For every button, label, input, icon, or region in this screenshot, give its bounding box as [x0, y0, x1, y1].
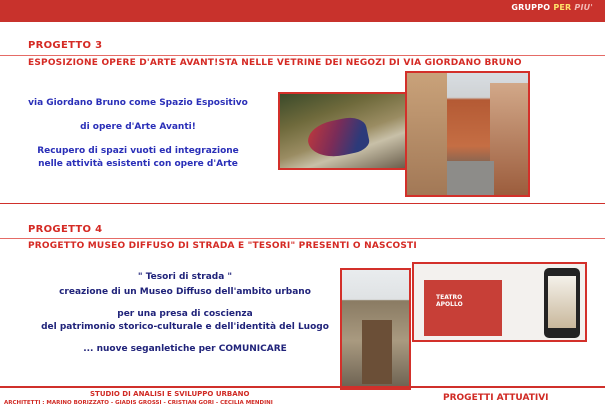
- project4-line5: ... nuove seganletiche per COMUNICARE: [83, 344, 287, 354]
- project4-line3: per una presa di coscienza: [117, 309, 253, 319]
- sculpture-photo: [278, 92, 407, 170]
- building-right: [490, 83, 528, 197]
- project4-line2: creazione di un Museo Diffuso dell'ambito urbano: [59, 287, 311, 297]
- project3-line1: via Giordano Bruno come Spazio Espositivo: [28, 98, 248, 108]
- building-door: [362, 320, 392, 384]
- historic-building-photo: [340, 268, 411, 390]
- project4-divider: [0, 238, 605, 239]
- project3-line3: Recupero di spazi vuoti ed integrazione: [37, 146, 239, 156]
- theatre-sign-text: TEATRO APOLLO: [436, 294, 463, 308]
- signage-photo: [412, 262, 587, 342]
- project3-divider: [0, 55, 605, 56]
- project4-line4: del patrimonio storico-culturale e dell'identità del Luogo: [41, 322, 329, 332]
- street-pavement: [447, 161, 494, 195]
- project3-title: ESPOSIZIONE OPERE D'ARTE AVANT!STA NELLE VETRINE DEI NEGOZI DI VIA GIORDANO BRUNO: [28, 58, 522, 68]
- gruppo-per-piu-logo: [511, 3, 593, 12]
- project4-label: PROGETTO 4: [28, 224, 103, 235]
- theatre-sign: [424, 280, 502, 336]
- project4-line1: " Tesori di strada ": [137, 272, 233, 282]
- footer-section: PROGETTI ATTUATIVI: [443, 393, 549, 403]
- project3-label: PROGETTO 3: [28, 40, 103, 51]
- logo-piu: PIU': [574, 3, 593, 12]
- section-divider: [0, 203, 605, 204]
- building-left: [407, 73, 447, 197]
- logo-gruppo: GRUPPO: [511, 3, 551, 12]
- project3-line4: nelle attività esistenti con opere d'Arte: [38, 159, 238, 169]
- footer-studio: STUDIO DI ANALISI E SVILUPPO URBANO: [90, 390, 250, 398]
- street-photo: [405, 71, 530, 197]
- sculpture-shape: [305, 114, 371, 162]
- smartphone-screen: [548, 276, 576, 328]
- footer-divider: [0, 386, 605, 388]
- footer-architects: ARCHITETTI : MARINO BORIZZATO - GIADIS GROSSI - CRISTIAN GORI - CECILIA MENDINI: [4, 400, 273, 406]
- project3-line2: di opere d'Arte Avanti!: [80, 122, 196, 132]
- project4-title: PROGETTO MUSEO DIFFUSO DI STRADA E "TESORI" PRESENTI O NASCOSTI: [28, 241, 417, 251]
- logo-per: PER: [553, 3, 572, 12]
